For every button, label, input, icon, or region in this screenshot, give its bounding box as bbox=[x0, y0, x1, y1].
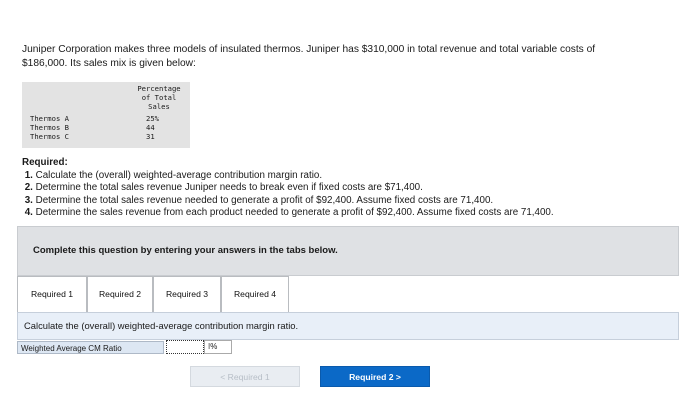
requirements-list bbox=[22, 170, 672, 220]
mix-percentage: 25% bbox=[146, 114, 159, 123]
list-item: 4. Determine the sales revenue from each product needed to generate a profit of $92,400. Assume fixed costs are 71,400. bbox=[24, 207, 554, 218]
unit-symbol: % bbox=[210, 342, 218, 351]
sales-mix-header bbox=[132, 84, 186, 111]
cm-ratio-label: Weighted Average CM Ratio bbox=[17, 341, 164, 354]
tab-required-2[interactable]: Required 2 bbox=[87, 276, 153, 313]
tab-required-1[interactable]: Required 1 bbox=[17, 276, 87, 313]
header-line: Percentage bbox=[137, 84, 181, 93]
text-cursor-icon: I bbox=[208, 342, 211, 351]
header-line: of Total bbox=[141, 93, 177, 102]
intro-line-2: $186,000. Its sales mix is given below: bbox=[22, 58, 196, 69]
tab-panel-instruction bbox=[17, 312, 679, 340]
product-name: Thermos A bbox=[30, 114, 69, 123]
product-name: Thermos C bbox=[30, 132, 69, 141]
intro-line-1: Juniper Corporation makes three models of insulated thermos. Juniper has $310,000 in total revenue and total variable costs of bbox=[22, 44, 596, 55]
table-row bbox=[30, 114, 186, 123]
cm-ratio-unit bbox=[204, 340, 232, 354]
product-name: Thermos B bbox=[30, 123, 69, 132]
table-row bbox=[30, 132, 186, 141]
list-item: 3. Determine the total sales revenue needed to generate a profit of $92,400. Assume fixed costs are 71,400. bbox=[24, 194, 494, 206]
mix-percentage: 31 bbox=[146, 132, 155, 141]
table-row bbox=[30, 123, 186, 132]
banner-text: Complete this question by entering your answers in the tabs below. bbox=[33, 245, 338, 256]
cm-ratio-input[interactable] bbox=[166, 340, 204, 354]
header-line: Sales bbox=[148, 102, 170, 111]
list-item: 2. Determine the total sales revenue Juniper needs to break even if fixed costs are $71,400. bbox=[24, 182, 423, 193]
mix-percentage: 44 bbox=[146, 123, 155, 132]
tab-required-4[interactable]: Required 4 bbox=[221, 276, 289, 313]
problem-intro bbox=[22, 43, 672, 71]
requirements bbox=[22, 157, 672, 220]
list-item: 1. Calculate the (overall) weighted-average contribution margin ratio. bbox=[24, 169, 323, 181]
sales-mix-table bbox=[22, 82, 190, 148]
next-button[interactable]: Required 2 > bbox=[320, 366, 430, 387]
panel-instruction-text: Calculate the (overall) weighted-average contribution margin ratio. bbox=[24, 320, 299, 331]
tab-required-3[interactable]: Required 3 bbox=[153, 276, 221, 313]
previous-button[interactable]: < Required 1 bbox=[190, 366, 300, 387]
required-title: Required: bbox=[22, 157, 68, 168]
instructions-banner bbox=[17, 226, 679, 276]
